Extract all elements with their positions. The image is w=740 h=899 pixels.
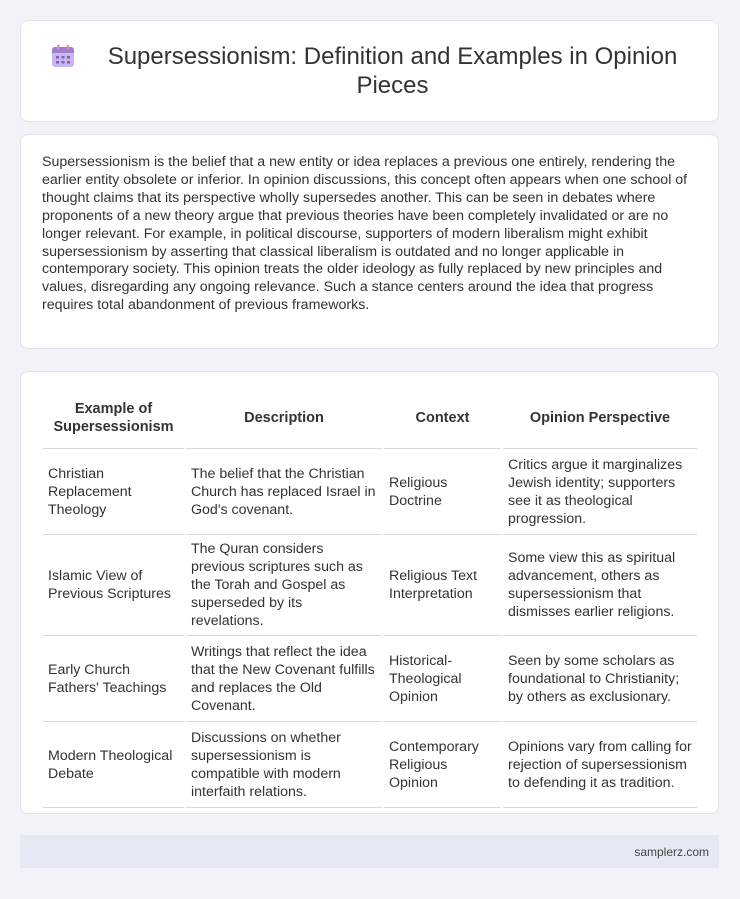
table-header-row — [43, 389, 697, 449]
intro-paragraph: Supersessionism is the belief that a new entity or idea replaces a previous one entirely, rendering the earlier entity obsolete or inferior. In opinion discussions, this concept often appears when one school of thought claims that its perspective wholly supersedes another. This can be seen in debates where proponents of a new theory argue that previous theories have been completely invalidated or are no longer relevant. For example, in political discourse, supporters of modern liberalism might exhibit supersessionism by asserting that classical liberalism is outdated and no longer applicable in contemporary society. This opinion treats the older ideology as fully replaced by new principles and values, disregarding any ongoing relevance. Such a stance centers around the idea that progress requires total abandonment of previous frameworks. — [42, 154, 688, 314]
cell-context: Religious Doctrine — [384, 449, 501, 535]
footer-bar — [20, 835, 719, 868]
table-row — [43, 722, 697, 808]
cell-example: Early Church Fathers' Teachings — [43, 636, 184, 722]
column-header-example: Example of Supersessionism — [43, 389, 184, 449]
column-header-context: Context — [384, 389, 501, 449]
calendar-icon — [50, 43, 76, 69]
cell-example: Islamic View of Previous Scriptures — [43, 535, 184, 636]
table-row — [43, 535, 697, 636]
footer-site-link[interactable]: samplerz.com — [634, 844, 709, 859]
header-card — [20, 20, 719, 122]
cell-description: The belief that the Christian Church has replaced Israel in God's covenant. — [186, 449, 382, 535]
table-row — [43, 449, 697, 535]
cell-context: Religious Text Interpretation — [384, 535, 501, 636]
table-row — [43, 636, 697, 722]
cell-description: Discussions on whether supersessionism is compatible with modern interfaith relations. — [186, 722, 382, 808]
cell-perspective: Some view this as spiritual advancement, others as supersessionism that dismisses earlier religions. — [503, 535, 697, 636]
cell-context: Historical-Theological Opinion — [384, 636, 501, 722]
cell-example: Christian Replacement Theology — [43, 449, 184, 535]
intro-card — [20, 134, 719, 349]
cell-example: Modern Theological Debate — [43, 722, 184, 808]
cell-description: The Quran considers previous scriptures such as the Torah and Gospel as superseded by its revelations. — [186, 535, 382, 636]
cell-perspective: Critics argue it marginalizes Jewish identity; supporters see it as theological progression. — [503, 449, 697, 535]
cell-context: Contemporary Religious Opinion — [384, 722, 501, 808]
title-wrap — [50, 42, 690, 100]
table-card — [20, 371, 719, 814]
page-title: Supersessionism: Definition and Examples in Opinion Pieces — [107, 43, 678, 99]
cell-description: Writings that reflect the idea that the New Covenant fulfills and replaces the Old Covenant. — [186, 636, 382, 722]
column-header-description: Description — [186, 389, 382, 449]
cell-perspective: Seen by some scholars as foundational to Christianity; by others as exclusionary. — [503, 636, 697, 722]
examples-table — [41, 389, 699, 808]
column-header-perspective: Opinion Perspective — [503, 389, 697, 449]
cell-perspective: Opinions vary from calling for rejection of supersessionism to defending it as tradition. — [503, 722, 697, 808]
